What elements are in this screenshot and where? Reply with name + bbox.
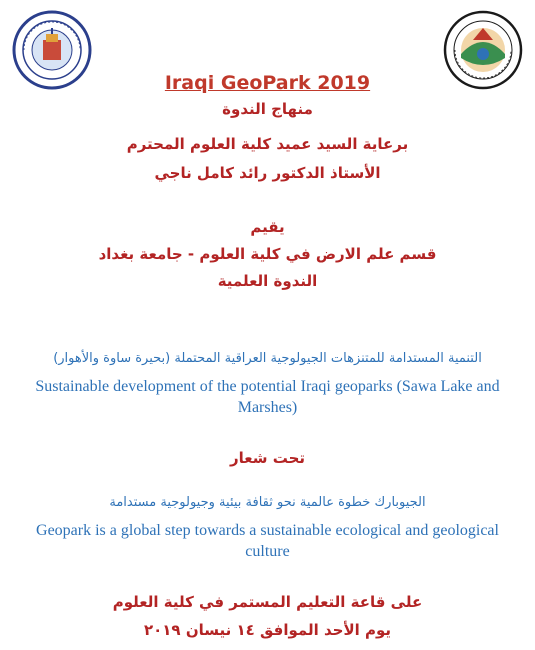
slogan-arabic: الجيوبارك خطوة عالمية نحو ثقافة بيئية وجيولوجية مستدامة — [109, 495, 426, 510]
sponsor-line-1: برعاية السيد عميد كلية العلوم المحترم — [126, 135, 409, 153]
organizer-intro: يقيم — [250, 218, 285, 236]
topic-english: Sustainable development of the potential Iraqi geoparks (Sawa Lake and Marshes) — [35, 378, 500, 416]
topic-arabic: التنمية المستدامة للمتنزهات الجيولوجية العراقية المحتملة (بحيرة ساوة والأهوار) — [53, 351, 482, 366]
slogan-label: تحت شعار — [229, 449, 306, 467]
program-label: منهاج الندوة — [222, 100, 313, 118]
event-type: الندوة العلمية — [217, 272, 318, 290]
slogan-english: Geopark is a global step towards a sustainable ecological and geological culture — [36, 522, 499, 560]
venue: على قاعة التعليم المستمر في كلية العلوم — [112, 593, 423, 611]
sponsor-line-2: الأستاذ الدكتور رائد كامل ناجي — [154, 164, 381, 182]
event-date: يوم الأحد الموافق ١٤ نيسان ٢٠١٩ — [143, 621, 392, 639]
page-title: Iraqi GeoPark 2019 — [164, 72, 371, 94]
organizer-name: قسم علم الارض في كلية العلوم - جامعة بغداد — [98, 245, 437, 263]
